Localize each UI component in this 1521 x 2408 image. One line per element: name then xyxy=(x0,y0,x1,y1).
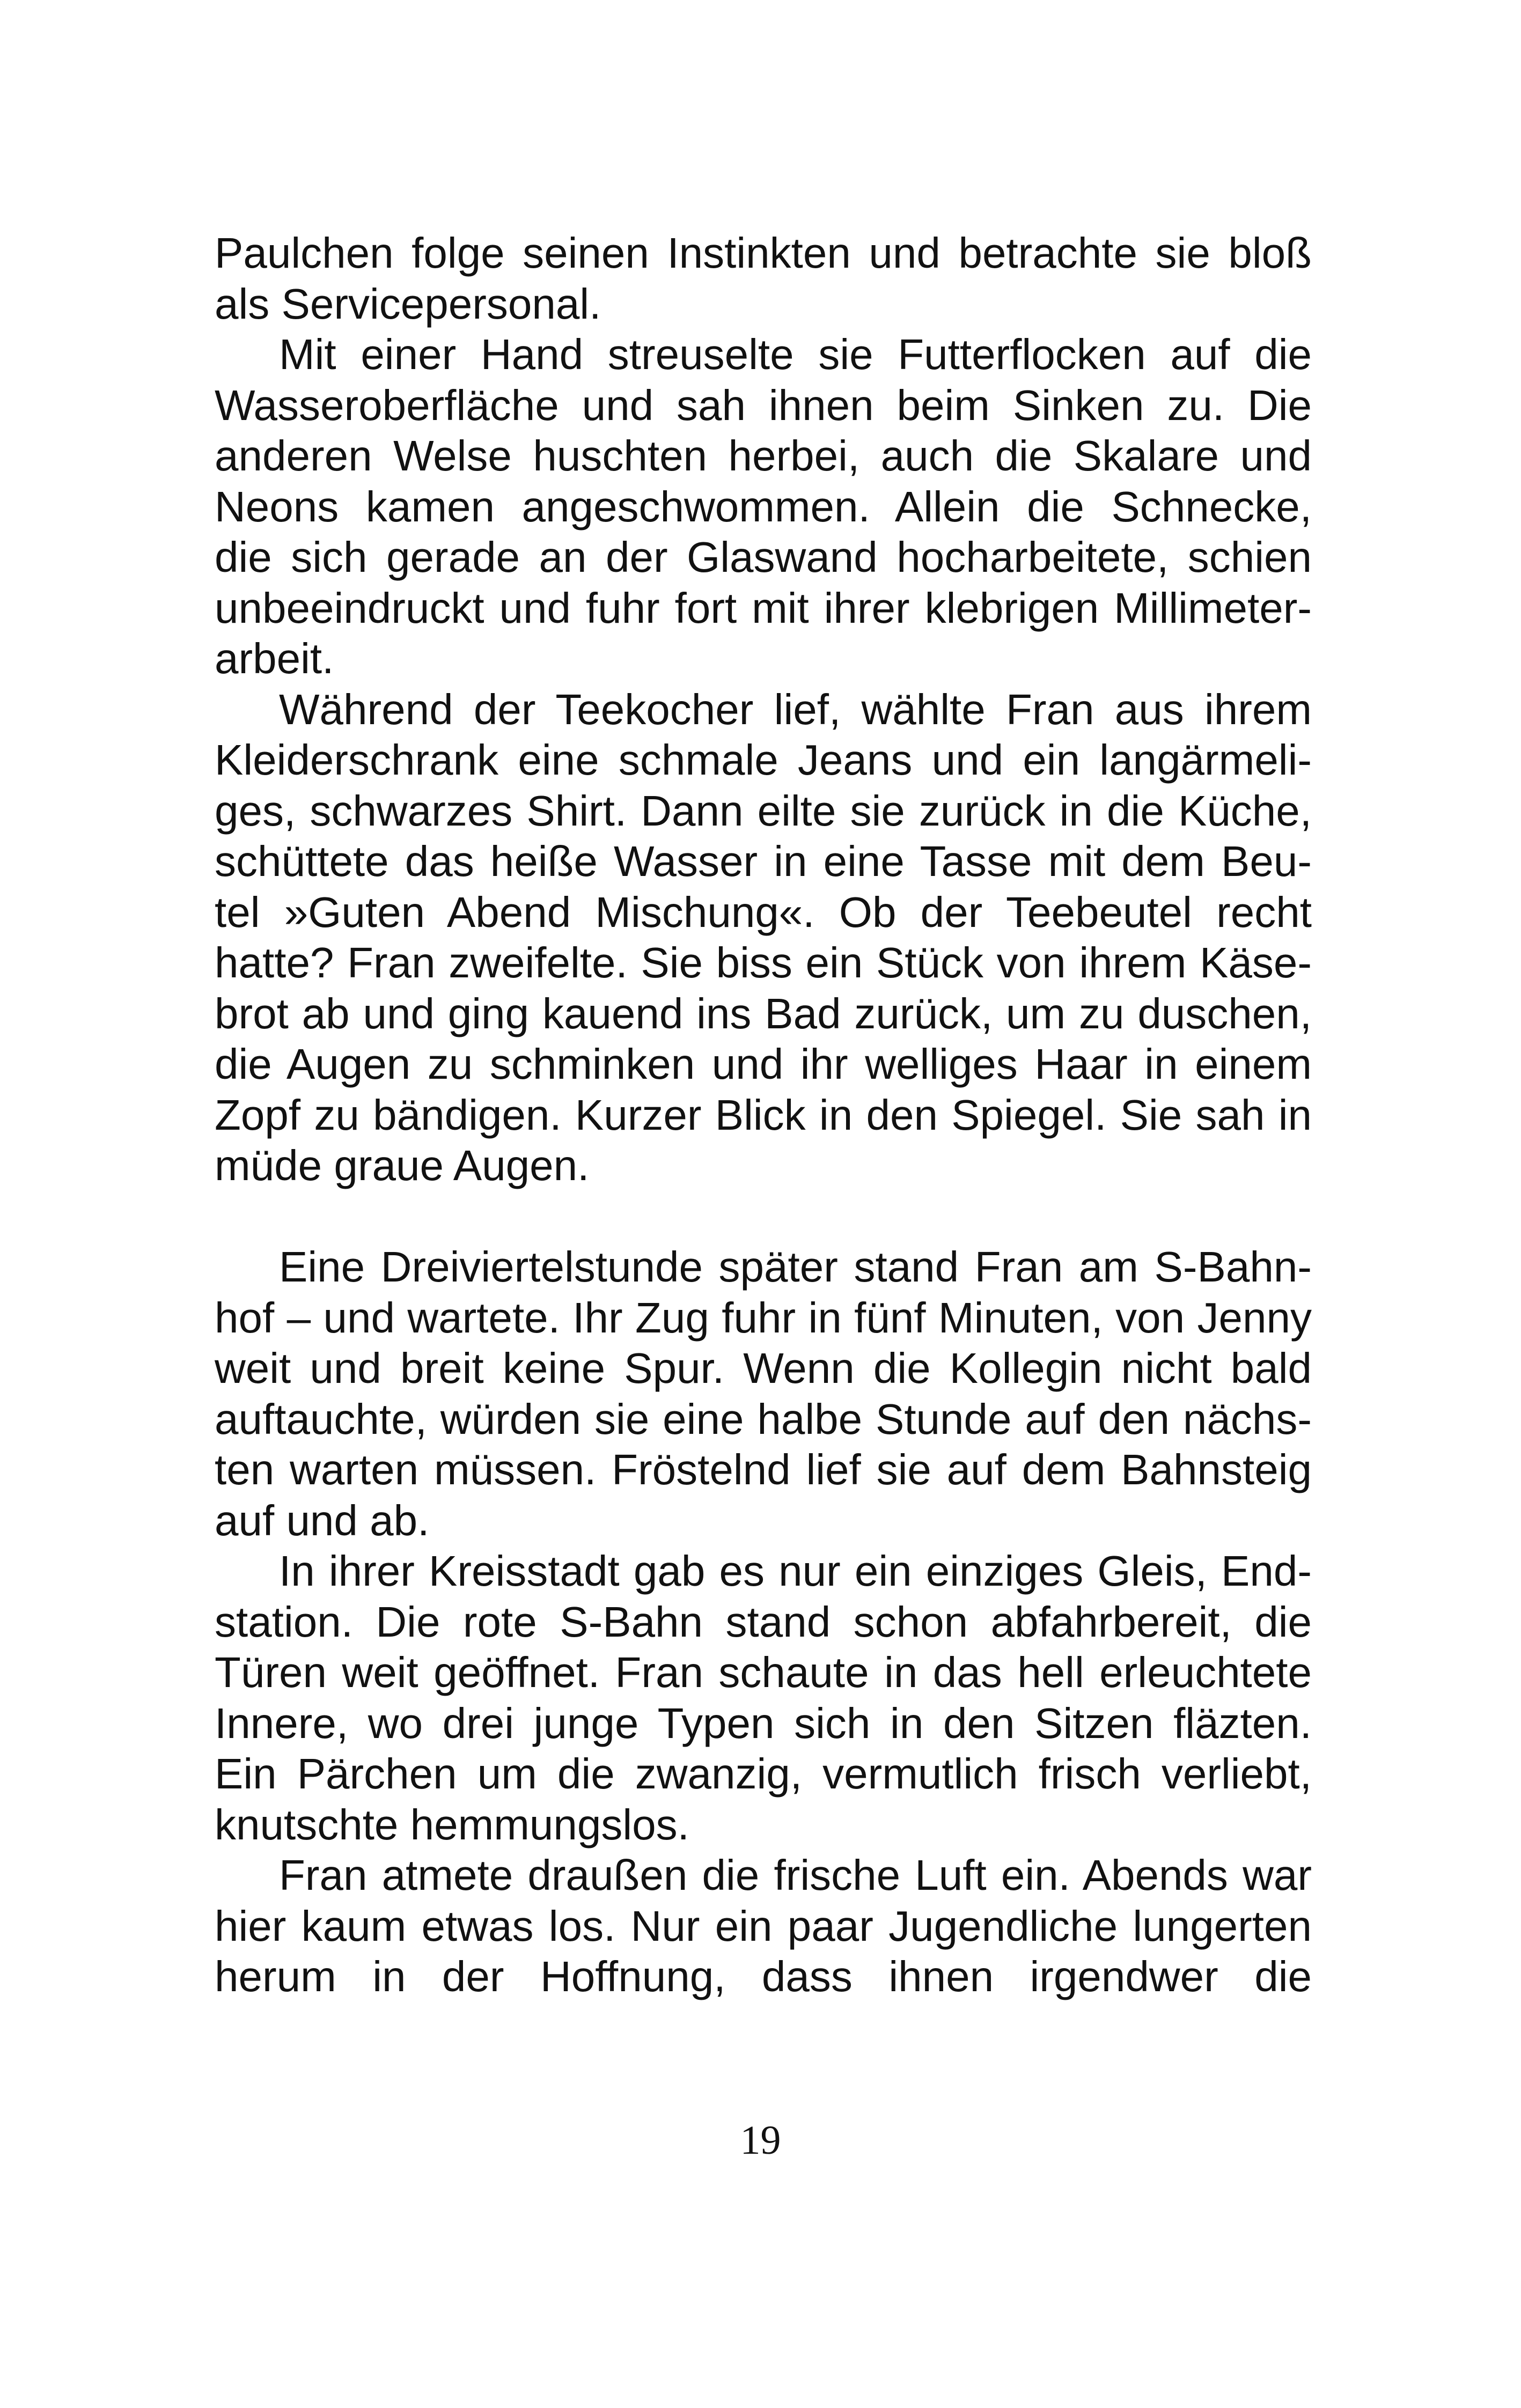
text-line: hatte? Fran zweifelte. Sie biss ein Stück von ihrem Käse- xyxy=(215,939,1312,986)
text-line: hof – und wartete. Ihr Zug fuhr in fünf Minuten, von Jenny xyxy=(215,1293,1312,1342)
text-line: brot ab und ging kauend ins Bad zurück, um zu duschen, xyxy=(215,989,1312,1037)
text-line: schüttete das heiße Wasser in eine Tasse mit dem Beu- xyxy=(215,837,1312,885)
text-line: Kleiderschrank eine schmale Jeans und ein langärmeli- xyxy=(215,736,1312,784)
page-number: 19 xyxy=(740,2118,781,2163)
text-line: die sich gerade an der Glaswand hocharbeitete, schien xyxy=(215,533,1312,581)
text-line: Fran atmete draußen die frische Luft ein. Abends war xyxy=(279,1851,1312,1899)
text-line: Wasseroberfläche und sah ihnen beim Sinken zu. Die xyxy=(215,381,1312,429)
text-line: die Augen zu schminken und ihr welliges Haar in einem xyxy=(215,1040,1312,1088)
text-line: tel »Guten Abend Mischung«. Ob der Teebeutel recht xyxy=(215,888,1312,936)
text-line: Mit einer Hand streuselte sie Futterflocken auf die xyxy=(279,330,1312,378)
text-line: station. Die rote S-Bahn stand schon abfahrbereit, die xyxy=(215,1597,1312,1646)
body-text xyxy=(215,228,1312,2002)
text-line: weit und breit keine Spur. Wenn die Kollegin nicht bald xyxy=(215,1344,1312,1392)
text-line: Paulchen folge seinen Instinkten und betrachte sie bloß xyxy=(215,229,1312,277)
text-line: als Servicepersonal. xyxy=(215,279,601,328)
text-line: unbeeindruckt und fuhr fort mit ihrer klebrigen Millimeter- xyxy=(215,584,1312,632)
text-line: anderen Welse huschten herbei, auch die Skalare und xyxy=(215,432,1312,480)
text-line: Neons kamen angeschwommen. Allein die Schnecke, xyxy=(215,482,1312,531)
text-line: Während der Teekocher lief, wählte Fran aus ihrem xyxy=(279,685,1312,733)
text-line: hier kaum etwas los. Nur ein paar Jugendliche lungerten xyxy=(215,1902,1312,1950)
text-line: Innere, wo drei junge Typen sich in den Sitzen fläzten. xyxy=(215,1699,1312,1747)
text-line: auftauchte, würden sie eine halbe Stunde auf den nächs- xyxy=(215,1395,1312,1443)
text-line: ges, schwarzes Shirt. Dann eilte sie zurück in die Küche, xyxy=(215,786,1312,835)
text-line: knutschte hemmungslos. xyxy=(215,1800,689,1849)
text-line: Ein Pärchen um die zwanzig, vermutlich frisch verliebt, xyxy=(215,1750,1312,1798)
text-line: In ihrer Kreisstadt gab es nur ein einziges Gleis, End- xyxy=(279,1547,1312,1595)
text-line: Türen weit geöffnet. Fran schaute in das hell erleuchtete xyxy=(215,1648,1312,1696)
text-line: ten warten müssen. Fröstelnd lief sie auf dem Bahnsteig xyxy=(215,1446,1312,1493)
text-line: auf und ab. xyxy=(215,1496,430,1544)
text-line: arbeit. xyxy=(215,635,334,682)
text-line: müde graue Augen. xyxy=(215,1142,590,1189)
paragraph-gap xyxy=(215,1191,1312,1242)
text-line: Zopf zu bändigen. Kurzer Blick in den Spiegel. Sie sah in xyxy=(215,1091,1312,1139)
text-line: Eine Dreiviertelstunde später stand Fran am S-Bahn- xyxy=(279,1243,1312,1291)
text-line: herum in der Hoffnung, dass ihnen irgendwer die xyxy=(215,1953,1312,2000)
